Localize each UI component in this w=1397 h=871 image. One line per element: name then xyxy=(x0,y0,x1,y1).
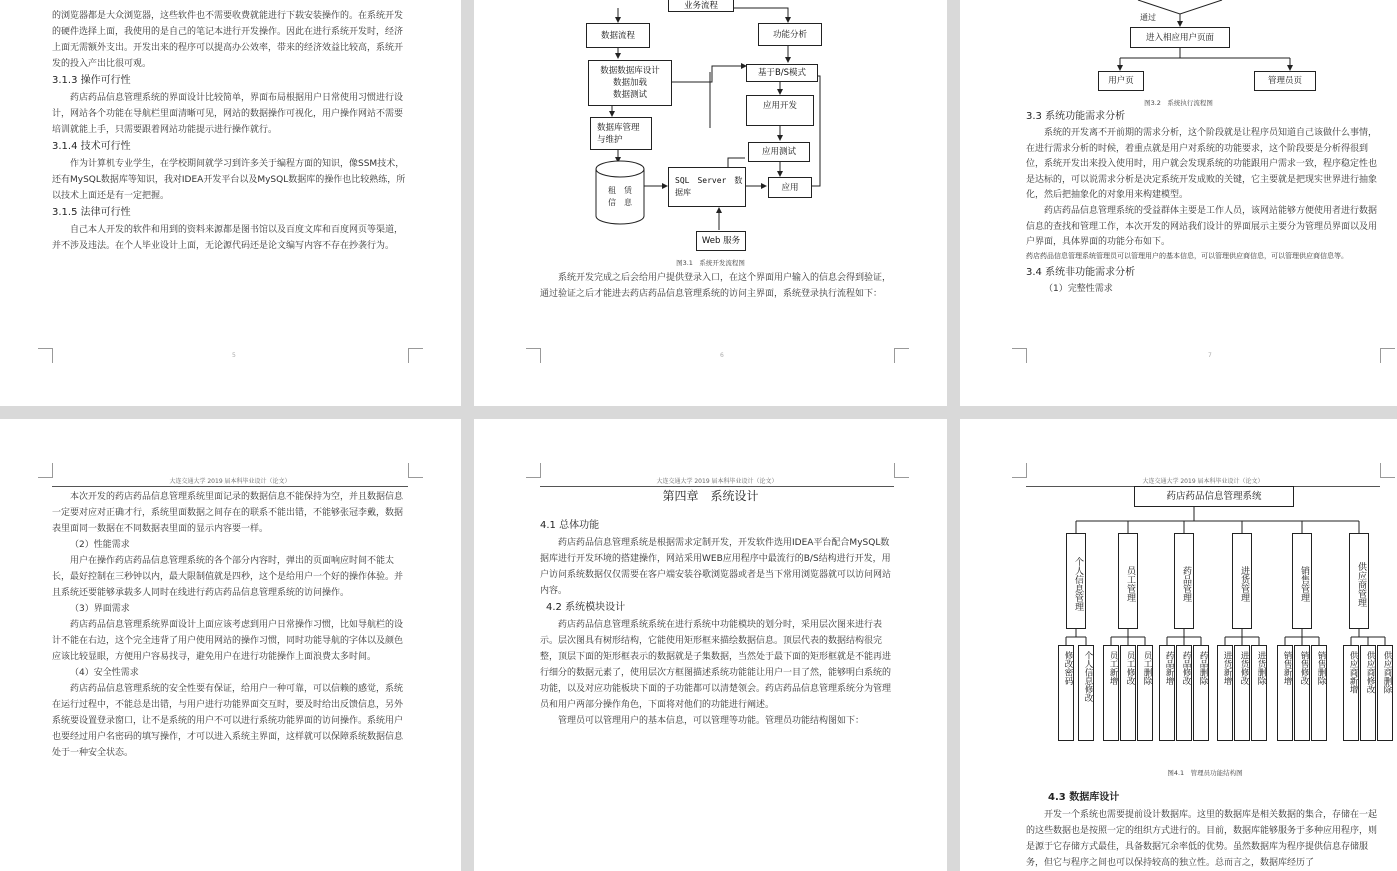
flow-node-enter-user-page: 进入相应用户页面 xyxy=(1130,27,1230,48)
document-page-9 xyxy=(474,419,947,871)
flow-node-user-page: 用户页 xyxy=(1098,71,1144,91)
paragraph: 本次开发的药店药品信息管理系统里面记录的数据信息不能保持为空，并且数据信息一定要对应对正确才行，系统里面数据之间存在的联系不能出错，不能够张冠李戴，数据表里面同一数据在不同数据表里面的显示内容要一样。 xyxy=(52,492,404,534)
chapter-title: 第四章 系统设计 xyxy=(662,489,759,503)
subsection-heading: （4）安全性需求 xyxy=(70,668,139,678)
flow-node-rental-info: 租 赁 信 息 xyxy=(608,186,632,207)
page-number: 6 xyxy=(720,352,724,359)
page-body xyxy=(540,517,896,729)
page-body xyxy=(52,489,408,761)
flow-node-admin-page: 管理员页 xyxy=(1254,71,1316,91)
tree-module-medicine: 药品管理 xyxy=(1174,533,1194,629)
flow-node-data-flow: 数据流程 xyxy=(586,23,650,48)
paragraph: 系统的开发离不开前期的需求分析，这个阶段就是让程序员知道自己该做什么事情，在进行需求分析的时候，着重点就是用户对系统的功能要求，这个阶段要是分析得很到位，系统开发出来投入使用时，用户就会发现系统的功能跟用户需求一致，程序稳定性也是达标的，可以说需求分析是决定系统开发成败的关键，它主要就是把现实世界进行抽象化，然后把抽象化的对象用来构建模型。 xyxy=(1026,128,1378,201)
tree-leaf: 员工新增 xyxy=(1103,645,1119,741)
paragraph: 药店药品信息管理系统的界面设计比较简单，界面布局根据用户日常使用习惯进行设计，网站各个功能在导航栏里面清晰可见，网站的数据操作可视化，用户操作网站不需要培训就能上手，只需要跟着网站功能提示进行操作就行。 xyxy=(52,93,404,135)
tree-leaf: 销售新增 xyxy=(1277,645,1293,741)
tree-leaf: 修改密码 xyxy=(1058,645,1074,741)
document-page-8 xyxy=(0,419,461,871)
tree-leaf: 药品修改 xyxy=(1176,645,1192,741)
page-body xyxy=(1026,108,1380,297)
paragraph: 的浏览器都是大众浏览器，这些软件也不需要收费就能进行下载安装操作的。在系统开发的硬件选择上面，我使用的是自己的笔记本进行开发操作。因此在进行系统开发时，经济上面无需额外支出。开发出来的程序可以提高办公效率，带来的经济效益比较高，系统开发的投入产出比很可观。 xyxy=(52,11,404,69)
crop-mark xyxy=(894,463,909,478)
document-page-5 xyxy=(0,0,461,406)
figure-caption: 图3.2 系统执行流程图 xyxy=(1144,99,1213,107)
paragraph: 开发一个系统也需要提前设计数据库。这里的数据库是相关数据的集合，存储在一起的这些数据也是按照一定的组织方式进行的。目前，数据库能够服务于多种应用程序，则是源于它存储方式最佳，具备数据冗余率低的优势。虽然数据库为程序提供信息存储服务，但它与程序之间也可以保持较高的独立性。总而言之，数据库经历了 xyxy=(1026,810,1378,868)
tree-module-purchase: 进货管理 xyxy=(1232,533,1252,629)
subsection-heading: （3）界面需求 xyxy=(70,604,130,614)
section-heading: 3.1.3 操作可行性 xyxy=(52,75,131,86)
tree-leaf: 员工修改 xyxy=(1120,645,1136,741)
document-page-7 xyxy=(960,0,1397,406)
flow-node-business: 业务流程 xyxy=(668,0,734,12)
flow-label-pass: 通过 xyxy=(1140,13,1156,22)
tree-module-staff: 员工管理 xyxy=(1118,533,1138,629)
subsection-heading: （1）完整性需求 xyxy=(1044,283,1113,294)
page-number: 7 xyxy=(1208,352,1212,359)
crop-mark xyxy=(1380,348,1395,363)
figure-caption: 图3.1 系统开发流程图 xyxy=(676,259,745,267)
tree-leaf: 进货修改 xyxy=(1234,645,1250,741)
tree-leaf: 供应商修改 xyxy=(1360,645,1376,741)
running-header: 大连交通大学 2019 届本科毕业设计（论文） xyxy=(1026,476,1380,487)
tree-leaf: 药品新增 xyxy=(1159,645,1175,741)
section-heading: 3.1.4 技术可行性 xyxy=(52,141,131,152)
paragraph: 药店药品信息管理系统系统在进行系统中功能模块的划分时，采用层次图来进行表示。层次图具有树形结构，它能使用矩形框来描绘数据信息。顶层代表的数据结构很完整，顶层下面的矩形框表示的数据就是子集数据，当然处于最下面的矩形框就是不能再进行细分的数据元素了，使用层次方框图描述系统功能能让用户一目了然，能够明白系统的功能，以及对应功能板块下面的子功能都可以清楚领会。药店药品信息管理系统分为管理员和用户两部分操作角色，下面将对他们的功能进行阐述。 xyxy=(540,620,892,710)
tree-module-sales: 销售管理 xyxy=(1292,533,1312,629)
flow-node-app: 应用 xyxy=(768,177,812,198)
crop-mark xyxy=(1012,348,1027,363)
tree-leaf: 供应商新增 xyxy=(1343,645,1359,741)
section-heading: 4.1 总体功能 xyxy=(540,520,600,531)
subsection-heading: （2）性能需求 xyxy=(70,540,130,550)
crop-mark xyxy=(526,348,541,363)
document-page-10 xyxy=(960,419,1397,871)
flow-node-app-test: 应用测试 xyxy=(748,142,810,162)
crop-mark xyxy=(894,348,909,363)
tree-leaf: 员工删除 xyxy=(1137,645,1153,741)
page-body xyxy=(52,8,408,254)
tree-module-personal-info: 个人信息管理 xyxy=(1066,533,1086,629)
running-header: 大连交通大学 2019 届本科毕业设计（论文） xyxy=(540,476,894,487)
flow-node-app-dev: 应用开发 xyxy=(746,95,814,126)
section-heading: 3.3 系统功能需求分析 xyxy=(1026,111,1126,122)
paragraph: 药店药品信息管理系统的受益群体主要是工作人员，该网站能够方便使用者进行数据信息的查找和管理工作，本次开发的网站我们设计的界面展示主要分为管理员界面以及用户界面，具体界面的功能分布如下。 xyxy=(1026,205,1378,248)
page-body xyxy=(1026,789,1382,871)
paragraph: 药店药品信息管理系统是根据需求定制开发，开发软件选用IDEA平台配合MySQL数据库进行开发环境的搭建操作，网站采用WEB应用程序中最流行的B/S结构进行开发，用户访问系统数据仅仅需要在客户端安装谷歌浏览器或者是当下常用浏览器就可以访问网站内容。 xyxy=(540,538,892,596)
tree-leaf: 销售修改 xyxy=(1294,645,1310,741)
document-page-6 xyxy=(474,0,947,406)
section-heading: 3.4 系统非功能需求分析 xyxy=(1026,266,1136,278)
flow-node-db-maintenance: 数据库管理 与维护 xyxy=(590,117,652,150)
flow-node-bs-mode: 基于B/S模式 xyxy=(746,64,818,82)
tree-leaf: 销售删除 xyxy=(1311,645,1327,741)
page-body xyxy=(540,270,896,302)
paragraph: 管理员可以管理用户的基本信息，可以管理等功能。管理员功能结构图如下： xyxy=(558,716,865,726)
section-heading: 4.3 数据库设计 xyxy=(1048,792,1120,803)
crop-mark xyxy=(38,463,53,478)
crop-mark xyxy=(408,348,423,363)
tree-leaf: 个人信息修改 xyxy=(1078,645,1094,741)
crop-mark xyxy=(38,348,53,363)
tree-root-node: 药店药品信息管理系统 xyxy=(1134,486,1294,507)
flow-node-db-design: 数据数据库设计 数据加载 数据测试 xyxy=(588,60,672,106)
paragraph: 药店药品信息管理系统管理员可以管理用户的基本信息，可以管理供应商信息，可以管理供应商信息等。 xyxy=(1026,251,1348,260)
figure-caption: 图4.1 管理员功能结构图 xyxy=(1167,769,1243,777)
flow-node-web-service: Web 服务 xyxy=(696,231,746,251)
tree-leaf: 进货新增 xyxy=(1217,645,1233,741)
flow-node-function-analysis: 功能分析 xyxy=(758,23,822,46)
paragraph: 作为计算机专业学生，在学校期间就学习到许多关于编程方面的知识，像SSM技术，还有MySQL数据库等知识，我对IDEA开发平台以及MySQL数据库的操作也比较熟练，所以技术上面还是有一定把握。 xyxy=(52,159,406,201)
crop-mark xyxy=(526,463,541,478)
paragraph: 用户在操作药店药品信息管理系统的各个部分内容时，弹出的页面响应时间不能太长，最好控制在三秒钟以内，最大限制值就是四秒，这个是给用户一个好的操作体验。并且系统还要能够承载多人同时在线进行药店药品信息管理系统的访问操作。 xyxy=(52,556,404,598)
page-number: 5 xyxy=(232,352,236,359)
paragraph: 药店药品信息管理系统的安全性要有保证，给用户一种可靠，可以信赖的感觉，系统在运行过程中，不能总是出错，与用户进行功能界面交互时，要及时给出反馈信息，另外系统要设置登录窗口，让不是系统的用户不可以进行系统功能界面的访问操作。系统用户也要经过用户名密码的填写操作，才可以进入系统主界面，这样就可以保障系统数据信息处于一种安全状态。 xyxy=(52,684,404,758)
tree-leaf: 进货删除 xyxy=(1251,645,1267,741)
tree-leaf: 供应商删除 xyxy=(1377,645,1393,741)
paragraph: 系统开发完成之后会给用户提供登录入口，在这个界面用户输入的信息会得到验证，通过验证之后才能进去药店药品信息管理系统的访问主界面，系统登录执行流程如下： xyxy=(540,273,892,299)
section-heading: 4.2 系统模块设计 xyxy=(546,602,626,613)
flow-node-sql-server: SQL Server 数 据库 xyxy=(668,167,746,207)
paragraph: 自己本人开发的软件和用到的资料来源都是图书馆以及百度文库和百度网页等渠道，并不涉及违法。在个人毕业设计上面，无论源代码还是论文编写内容不存在抄袭行为。 xyxy=(52,225,404,251)
tree-leaf: 药品删除 xyxy=(1193,645,1209,741)
running-header: 大连交通大学 2019 届本科毕业设计（论文） xyxy=(52,476,408,487)
crop-mark xyxy=(408,463,423,478)
paragraph: 药店药品信息管理系统界面设计上面应该考虑到用户日常操作习惯，比如导航栏的设计不能在右边，这个完全违背了用户使用网站的操作习惯，同时功能导航的字体以及颜色应该比较显眼，方便用户容易找寻，避免用户在进行功能操作上面浪费太多时间。 xyxy=(52,620,404,662)
tree-module-supplier: 供应商管理 xyxy=(1349,533,1369,629)
section-heading: 3.1.5 法律可行性 xyxy=(52,207,131,218)
